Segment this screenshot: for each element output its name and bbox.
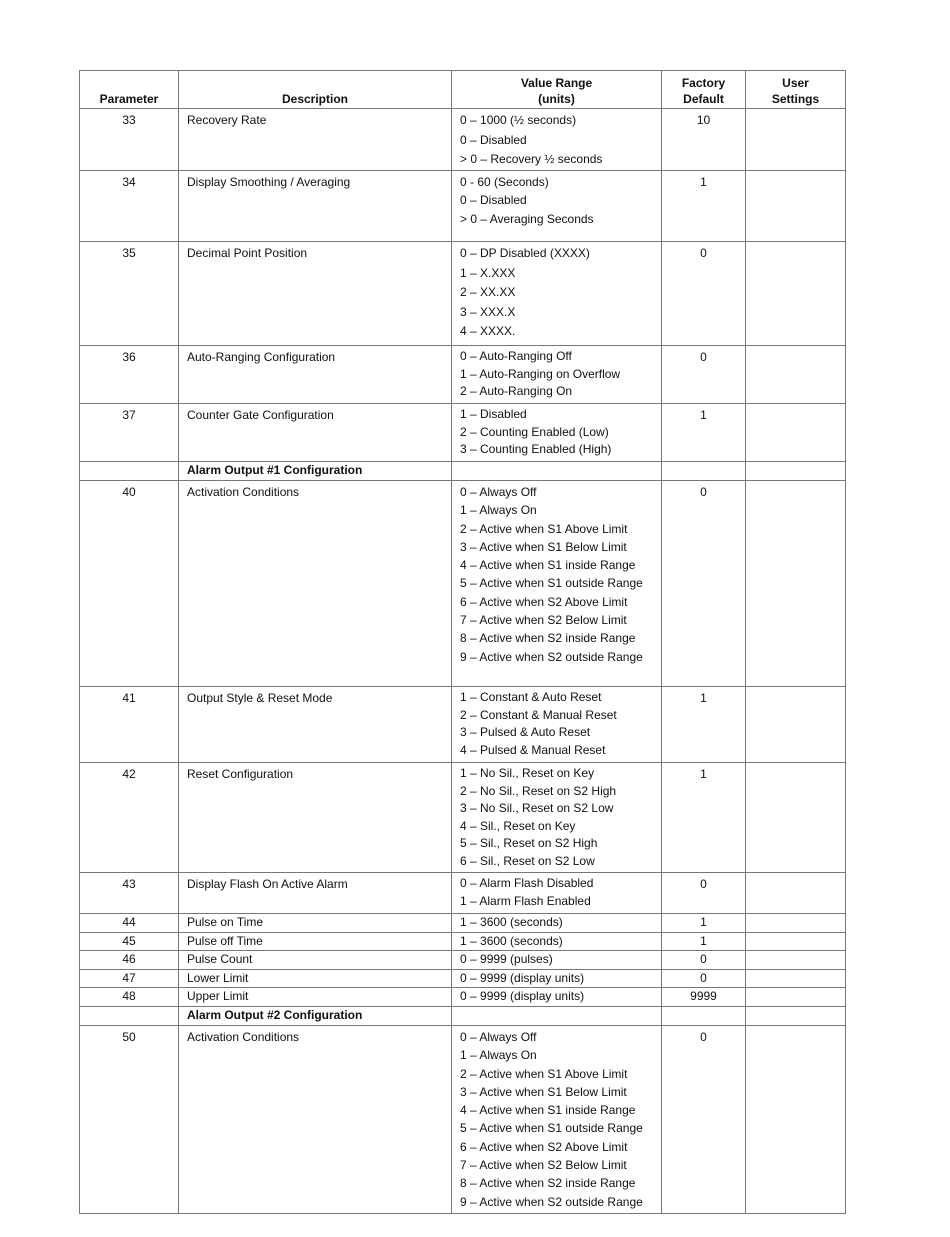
user-setting-cell: [746, 171, 846, 242]
value-line: 9 – Active when S2 outside Range: [460, 649, 643, 664]
value-line: 1 – Always On: [460, 1048, 537, 1063]
value-line: 3 – XXX.X: [460, 304, 516, 319]
value-line: 0 – Auto-Ranging Off: [460, 349, 572, 363]
value-line: > 0 – Recovery ½ seconds: [460, 152, 603, 166]
section-title: Alarm Output #2 Configuration: [179, 1006, 452, 1025]
param-number: 42: [80, 763, 179, 873]
value-line: 1 – Always On: [460, 503, 537, 518]
param-number: 46: [80, 951, 179, 970]
factory-default: 1: [662, 914, 746, 933]
value-range-cell: [452, 951, 662, 970]
user-setting-cell: [746, 481, 846, 687]
param-description: Display Smoothing / Averaging: [179, 171, 452, 242]
value-line: 0 – 1000 (½ seconds): [460, 113, 577, 127]
value-line: 2 – Counting Enabled (Low): [460, 424, 609, 439]
value-cell: [452, 462, 662, 481]
value-line: 0 – Always Off: [460, 485, 537, 499]
param-number: 44: [80, 914, 179, 933]
factory-default: 9999: [662, 988, 746, 1007]
value-line: 9 – Active when S2 outside Range: [460, 1194, 643, 1209]
value-line: 1 – No Sil., Reset on Key: [460, 766, 595, 780]
user-setting-cell: [746, 1025, 846, 1213]
value-line: 0 - 60 (Seconds): [460, 175, 549, 189]
factory-default: 0: [662, 873, 746, 914]
param-number: 50: [80, 1025, 179, 1213]
table-row: [80, 914, 846, 933]
header-description: Description: [179, 71, 452, 109]
param-number: 48: [80, 988, 179, 1007]
value-line: 2 – No Sil., Reset on S2 High: [460, 783, 617, 798]
value-line: 2 – Active when S1 Above Limit: [460, 521, 628, 536]
value-line: 2 – Auto-Ranging On: [460, 384, 573, 399]
param-number: 43: [80, 873, 179, 914]
param-number: 36: [80, 346, 179, 404]
value-line: 6 – Sil., Reset on S2 Low: [460, 853, 595, 868]
value-range-cell: [452, 1025, 662, 1213]
factory-default: 0: [662, 346, 746, 404]
value-line: 0 – 9999 (display units): [460, 970, 585, 985]
value-line: 3 – Counting Enabled (High): [460, 442, 612, 457]
param-number: 41: [80, 687, 179, 763]
table-header-row: [80, 71, 846, 109]
param-description: Recovery Rate: [179, 109, 452, 171]
table-row: [80, 1025, 846, 1213]
param-number: 47: [80, 969, 179, 988]
value-line: 1 – Auto-Ranging on Overflow: [460, 366, 621, 381]
value-range-cell: [452, 914, 662, 933]
header-parameter: Parameter: [80, 71, 179, 109]
factory-default: 10: [662, 109, 746, 171]
user-setting-cell: [746, 462, 846, 481]
param-description: Lower Limit: [179, 969, 452, 988]
param-description: Upper Limit: [179, 988, 452, 1007]
factory-default: 1: [662, 404, 746, 462]
value-line: 2 – Constant & Manual Reset: [460, 707, 617, 722]
value-line: 5 – Active when S1 outside Range: [460, 576, 643, 591]
value-line: > 0 – Averaging Seconds: [460, 211, 594, 226]
value-line: 4 – Active when S1 inside Range: [460, 558, 636, 573]
factory-default: 0: [662, 969, 746, 988]
section-row: [80, 1006, 846, 1025]
param-number: 35: [80, 242, 179, 346]
param-cell: [80, 1006, 179, 1025]
param-description: Pulse on Time: [179, 914, 452, 933]
value-line: 3 – Active when S1 Below Limit: [460, 1084, 627, 1099]
param-description: Decimal Point Position: [179, 242, 452, 346]
value-line: 2 – XX.XX: [460, 285, 516, 299]
value-line: 1 – Constant & Auto Reset: [460, 690, 602, 704]
table-row: [80, 481, 846, 687]
param-description: Activation Conditions: [179, 1025, 452, 1213]
table-row: [80, 932, 846, 951]
param-cell: [80, 462, 179, 481]
value-range-cell: [452, 763, 662, 873]
value-line: 0 – Always Off: [460, 1029, 537, 1044]
user-setting-cell: [746, 109, 846, 171]
table-body: [80, 109, 846, 1214]
table-row: [80, 763, 846, 873]
factory-default: 0: [662, 242, 746, 346]
value-line: 0 – DP Disabled (XXXX): [460, 246, 590, 260]
value-line: 3 – Active when S1 Below Limit: [460, 539, 627, 554]
value-line: 4 – Sil., Reset on Key: [460, 818, 576, 833]
value-range-cell: [452, 873, 662, 914]
default-cell: [662, 462, 746, 481]
value-range-cell: [452, 242, 662, 346]
value-line: 5 – Sil., Reset on S2 High: [460, 836, 598, 851]
user-setting-cell: [746, 346, 846, 404]
user-setting-cell: [746, 932, 846, 951]
param-number: 45: [80, 932, 179, 951]
value-line: 8 – Active when S2 inside Range: [460, 1176, 636, 1191]
value-line: 5 – Active when S1 outside Range: [460, 1121, 643, 1136]
param-description: Activation Conditions: [179, 481, 452, 687]
value-line: 6 – Active when S2 Above Limit: [460, 594, 628, 609]
param-number: 40: [80, 481, 179, 687]
table-row: [80, 988, 846, 1007]
user-setting-cell: [746, 763, 846, 873]
value-line: 0 – Alarm Flash Disabled: [460, 876, 594, 890]
param-description: Display Flash On Active Alarm: [179, 873, 452, 914]
param-description: Reset Configuration: [179, 763, 452, 873]
table-row: [80, 969, 846, 988]
value-line: 7 – Active when S2 Below Limit: [460, 1158, 627, 1173]
table-row: [80, 951, 846, 970]
value-range-cell: [452, 404, 662, 462]
header-value-range: Value Range (units): [452, 71, 662, 109]
table-row: [80, 873, 846, 914]
param-description: Pulse Count: [179, 951, 452, 970]
section-title: Alarm Output #1 Configuration: [179, 462, 452, 481]
value-line: 0 – 9999 (pulses): [460, 952, 553, 967]
param-description: Pulse off Time: [179, 932, 452, 951]
value-line: 0 – 9999 (display units): [460, 989, 585, 1004]
factory-default: 0: [662, 951, 746, 970]
value-line: 1 – 3600 (seconds): [460, 915, 563, 929]
param-description: Auto-Ranging Configuration: [179, 346, 452, 404]
value-range-cell: [452, 969, 662, 988]
table-row: [80, 109, 846, 171]
parameter-table: [79, 70, 846, 1214]
value-line: 0 – Disabled: [460, 193, 527, 208]
value-line: 0 – Disabled: [460, 132, 527, 147]
table-row: [80, 171, 846, 242]
user-setting-cell: [746, 969, 846, 988]
param-number: 34: [80, 171, 179, 242]
section-row: [80, 462, 846, 481]
value-range-cell: [452, 171, 662, 242]
header-user-settings: User Settings: [746, 71, 846, 109]
param-description: Output Style & Reset Mode: [179, 687, 452, 763]
value-range-cell: [452, 109, 662, 171]
value-range-cell: [452, 481, 662, 687]
user-setting-cell: [746, 404, 846, 462]
value-range-cell: [452, 687, 662, 763]
value-line: 3 – No Sil., Reset on S2 Low: [460, 801, 614, 816]
user-setting-cell: [746, 873, 846, 914]
factory-default: 0: [662, 1025, 746, 1213]
param-number: 37: [80, 404, 179, 462]
table-row: [80, 687, 846, 763]
value-line: 4 – Pulsed & Manual Reset: [460, 742, 606, 757]
factory-default: 1: [662, 687, 746, 763]
table-row: [80, 404, 846, 462]
value-line: 6 – Active when S2 Above Limit: [460, 1139, 628, 1154]
value-line: 1 – 3600 (seconds): [460, 933, 563, 948]
factory-default: 1: [662, 171, 746, 242]
value-line: 3 – Pulsed & Auto Reset: [460, 725, 591, 740]
factory-default: 0: [662, 481, 746, 687]
value-line: 7 – Active when S2 Below Limit: [460, 613, 627, 628]
value-range-cell: [452, 932, 662, 951]
factory-default: 1: [662, 932, 746, 951]
param-description: Counter Gate Configuration: [179, 404, 452, 462]
value-cell: [452, 1006, 662, 1025]
value-line: 1 – X.XXX: [460, 265, 516, 280]
value-line: 4 – XXXX.: [460, 324, 516, 338]
user-setting-cell: [746, 242, 846, 346]
user-setting-cell: [746, 951, 846, 970]
param-number: 33: [80, 109, 179, 171]
value-line: 4 – Active when S1 inside Range: [460, 1103, 636, 1118]
default-cell: [662, 1006, 746, 1025]
value-line: 1 – Disabled: [460, 407, 527, 421]
value-line: 2 – Active when S1 Above Limit: [460, 1066, 628, 1081]
header-factory-default: Factory Default: [662, 71, 746, 109]
user-setting-cell: [746, 914, 846, 933]
table-row: [80, 346, 846, 404]
value-line: 1 – Alarm Flash Enabled: [460, 893, 591, 908]
user-setting-cell: [746, 1006, 846, 1025]
value-range-cell: [452, 988, 662, 1007]
value-line: 8 – Active when S2 inside Range: [460, 631, 636, 646]
value-range-cell: [452, 346, 662, 404]
user-setting-cell: [746, 687, 846, 763]
user-setting-cell: [746, 988, 846, 1007]
table-row: [80, 242, 846, 346]
factory-default: 1: [662, 763, 746, 873]
